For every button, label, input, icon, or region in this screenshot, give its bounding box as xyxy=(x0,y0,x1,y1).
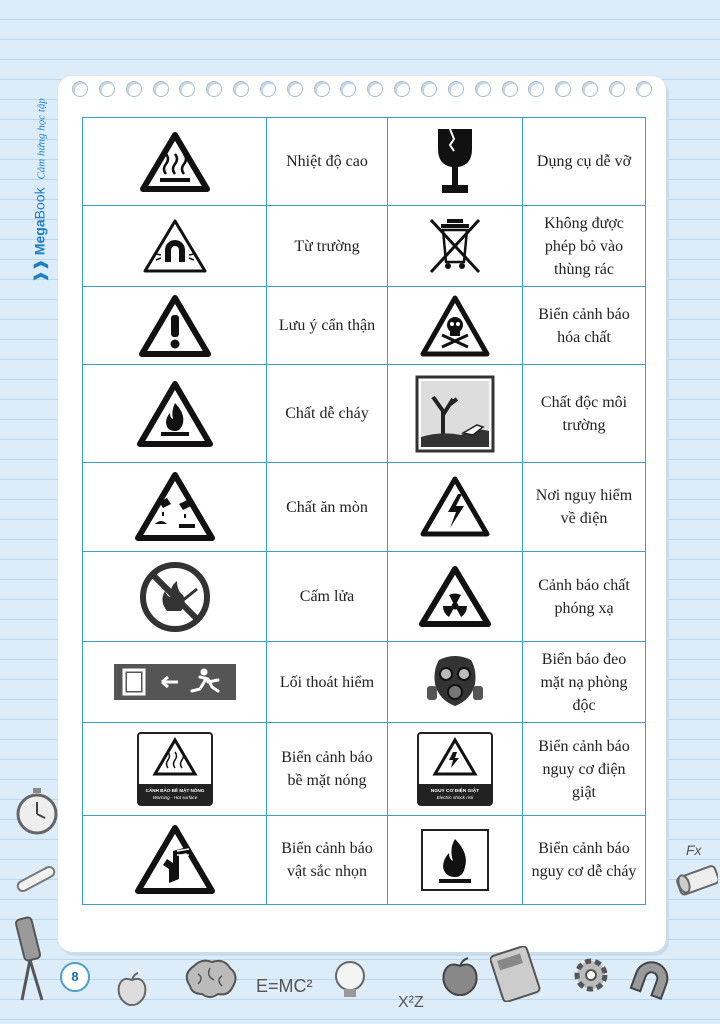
table-row xyxy=(83,816,646,905)
shock-text-en: Electric shock risk xyxy=(436,795,474,800)
magnet-icon xyxy=(626,958,674,1007)
calculator-icon xyxy=(490,946,544,1007)
page-number: 8 xyxy=(60,962,90,992)
hot-surface-text-vi: CẢNH BÁO BỀ MẶT NÓNG xyxy=(145,788,204,793)
spiral-ring xyxy=(153,81,169,97)
shock-text-vi: NGUY CƠ ĐIỆN GIẬT xyxy=(430,789,480,794)
apple-icon xyxy=(440,956,480,1001)
spiral-ring xyxy=(287,81,303,97)
thermometer-icon xyxy=(12,860,60,905)
table-row xyxy=(83,552,646,642)
no-fire-icon xyxy=(83,552,267,642)
spiral-ring xyxy=(314,81,330,97)
stopwatch-icon xyxy=(14,786,60,841)
sign-label: Cấm lửa xyxy=(267,552,388,642)
crossed-bin-icon xyxy=(388,206,523,287)
sign-label: Biển cảnh báo vật sắc nhọn xyxy=(267,816,388,905)
table-row xyxy=(83,287,646,365)
brand-name-book: Book xyxy=(31,187,48,220)
sign-label: Chất ăn mòn xyxy=(267,463,388,552)
telescope-icon xyxy=(8,912,54,1011)
emergency-exit-icon xyxy=(83,642,267,723)
sign-label: Nơi nguy hiểm về điện xyxy=(523,463,646,552)
flashlight-icon xyxy=(674,862,718,907)
spiral-ring xyxy=(636,81,652,97)
sign-label: Chất độc môi trường xyxy=(523,365,646,463)
sign-label: Biển cảnh báo bề mặt nóng xyxy=(267,723,388,816)
formula-x2z: X²Z xyxy=(398,994,424,1011)
safety-signs-table xyxy=(82,117,646,905)
sign-label: Nhiệt độ cao xyxy=(267,118,388,206)
hot-surface-text-en: Warning - Hot surface xyxy=(152,795,197,800)
spiral-ring xyxy=(340,81,356,97)
corrosive-icon xyxy=(83,463,267,552)
formula-fx: Fx xyxy=(686,842,702,858)
sign-label: Lưu ý cẩn thận xyxy=(267,287,388,365)
table-row xyxy=(83,206,646,287)
gear-icon xyxy=(566,950,616,1005)
apple-icon xyxy=(116,972,148,1011)
sign-label: Dụng cụ dễ vỡ xyxy=(523,118,646,206)
spiral-ring xyxy=(475,81,491,97)
sign-label: Lối thoát hiểm xyxy=(267,642,388,723)
spiral-ring xyxy=(421,81,437,97)
spiral-ring xyxy=(206,81,222,97)
electric-shock-sign-icon xyxy=(388,723,523,816)
spiral-ring xyxy=(99,81,115,97)
brand-logo: ❱❱ MegaBook Cảm hứng học tập xyxy=(31,98,48,283)
magnetic-field-icon xyxy=(83,206,267,287)
sign-label: Cảnh báo chất phóng xạ xyxy=(523,552,646,642)
spiral-ring xyxy=(528,81,544,97)
sign-label: Chất dễ cháy xyxy=(267,365,388,463)
brand-tagline: Cảm hứng học tập xyxy=(35,98,48,180)
table-row xyxy=(83,723,646,816)
spiral-ring xyxy=(72,81,88,97)
brain-icon xyxy=(180,956,240,1011)
sign-label: Biển cảnh báo hóa chất xyxy=(523,287,646,365)
sign-label: Biển cảnh báo nguy cơ dễ cháy xyxy=(523,816,646,905)
environment-hazard-icon xyxy=(388,365,523,463)
hot-temperature-icon xyxy=(83,118,267,206)
spiral-ring xyxy=(609,81,625,97)
fire-risk-sign-icon xyxy=(388,816,523,905)
table-row xyxy=(83,118,646,206)
light-bulb-icon xyxy=(326,956,372,1009)
spiral-ring xyxy=(367,81,383,97)
table-row xyxy=(83,365,646,463)
spiral-ring xyxy=(555,81,571,97)
radiation-icon xyxy=(388,552,523,642)
spiral-ring xyxy=(502,81,518,97)
table-row xyxy=(83,463,646,552)
brand-name-mega: Mega xyxy=(31,219,48,256)
spiral-ring xyxy=(448,81,464,97)
sign-label: Từ trường xyxy=(267,206,388,287)
spiral-ring xyxy=(394,81,410,97)
spiral-ring xyxy=(260,81,276,97)
sign-label: Không được phép bỏ vào thùng rác xyxy=(523,206,646,287)
spiral-rings xyxy=(72,81,652,97)
sharp-object-icon xyxy=(83,816,267,905)
skull-crossbones-icon xyxy=(388,287,523,365)
flammable-icon xyxy=(83,365,267,463)
spiral-ring xyxy=(582,81,598,97)
formula-emc2: E=MC² xyxy=(256,976,313,996)
spiral-ring xyxy=(126,81,142,97)
high-voltage-icon xyxy=(388,463,523,552)
spiral-ring xyxy=(179,81,195,97)
sign-label: Biển báo đeo mặt nạ phòng độc xyxy=(523,642,646,723)
exclamation-warning-icon xyxy=(83,287,267,365)
hot-surface-sign-icon xyxy=(83,723,267,816)
spiral-ring xyxy=(233,81,249,97)
fragile-glass-icon xyxy=(388,118,523,206)
sign-label: Biển cảnh báo nguy cơ điện giật xyxy=(523,723,646,816)
gas-mask-icon xyxy=(388,642,523,723)
table-row xyxy=(83,642,646,723)
